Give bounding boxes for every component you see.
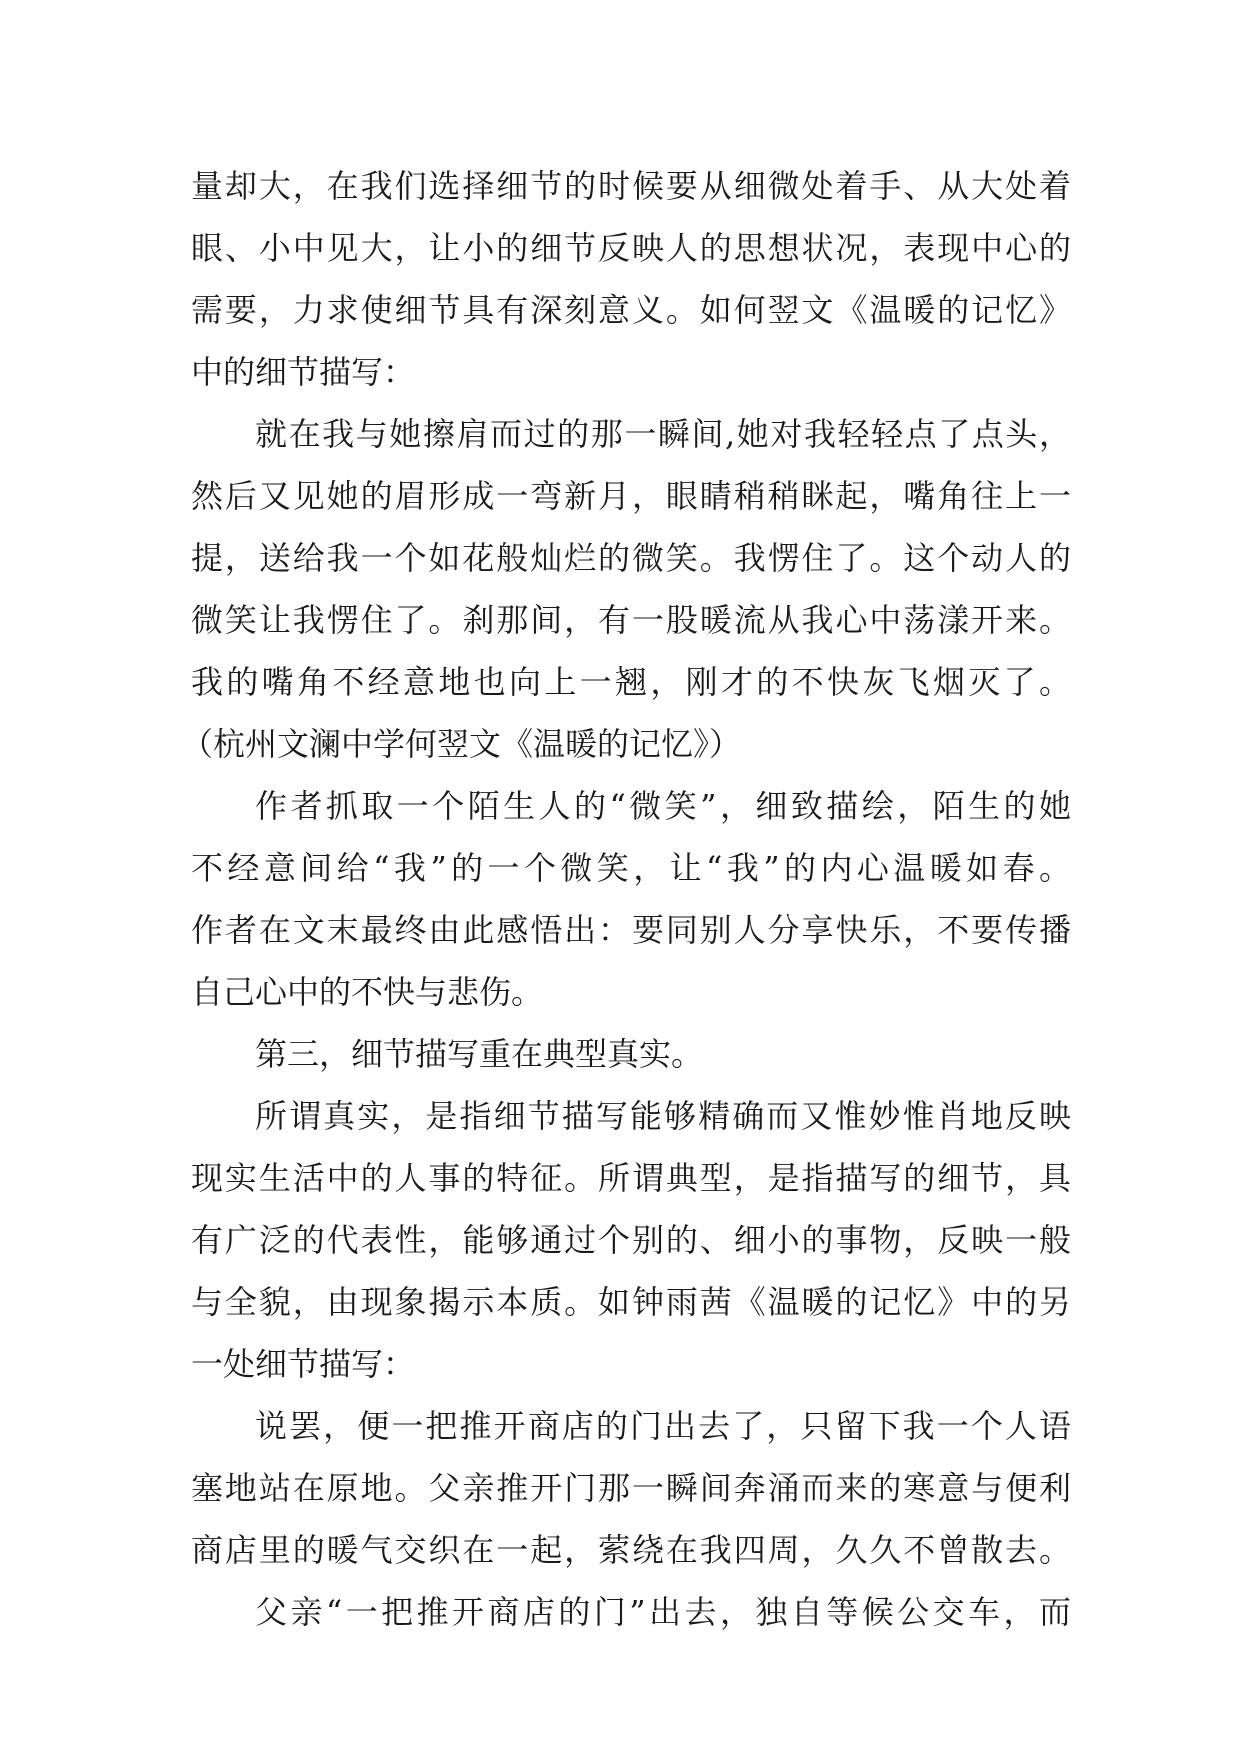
text-line: 有广泛的代表性，能够通过个别的、细小的事物，反映一般 (191, 1221, 1071, 1259)
citation-line: （杭州文澜中学何翌文《温暖的记忆》） (181, 725, 742, 763)
paragraph-first-line: 作者抓取一个陌生人的“微笑”，细致描绘，陌生的她 (255, 787, 1071, 825)
text-line: 一处细节描写： (191, 1345, 416, 1383)
body-text (181, 155, 1071, 1643)
text-line: 量却大，在我们选择细节的时候要从细微处着手、从大处着 (191, 167, 1071, 205)
text-line: 商店里的暖气交织在一起，萦绕在我四周，久久不曾散去。 (191, 1531, 1071, 1569)
text-line: 然后又见她的眉形成一弯新月，眼睛稍稍眯起，嘴角往上一 (191, 477, 1071, 515)
text-line: 与全貌，由现象揭示本质。如钟雨茜《温暖的记忆》中的另 (191, 1283, 1071, 1321)
text-line: 作者在文末最终由此感悟出：要同别人分享快乐，不要传播 (191, 911, 1071, 949)
paragraph-first-line: 所谓真实，是指细节描写能够精确而又惟妙惟肖地反映 (255, 1097, 1071, 1135)
text-line: 眼、小中见大，让小的细节反映人的思想状况，表现中心的 (191, 229, 1071, 267)
text-line: 塞地站在原地。父亲推开门那一瞬间奔涌而来的寒意与便利 (191, 1469, 1071, 1507)
text-line: 自己心中的不快与悲伤。 (191, 973, 544, 1011)
text-line: 提，送给我一个如花般灿烂的微笑。我愣住了。这个动人的 (191, 539, 1071, 577)
text-line: 不经意间给“我”的一个微笑，让“我”的内心温暖如春。 (191, 849, 1071, 887)
text-line: 中的细节描写： (191, 353, 416, 391)
text-line: 需要，力求使细节具有深刻意义。如何翌文《温暖的记忆》 (191, 291, 1071, 329)
section-heading-line: 第三，细节描写重在典型真实。 (255, 1035, 704, 1073)
paragraph-first-line: 父亲“一把推开商店的门”出去，独自等候公交车，而 (255, 1593, 1071, 1631)
text-line: 微笑让我愣住了。刹那间，有一股暖流从我心中荡漾开来。 (191, 601, 1071, 639)
paragraph-first-line: 就在我与她擦肩而过的那一瞬间,她对我轻轻点了点头， (255, 415, 1071, 453)
paragraph-first-line: 说罢，便一把推开商店的门出去了，只留下我一个人语 (255, 1407, 1071, 1445)
text-line: 我的嘴角不经意地也向上一翘，刚才的不快灰飞烟灭了。 (191, 663, 1071, 701)
text-line: 现实生活中的人事的特征。所谓典型，是指描写的细节，具 (191, 1159, 1071, 1197)
